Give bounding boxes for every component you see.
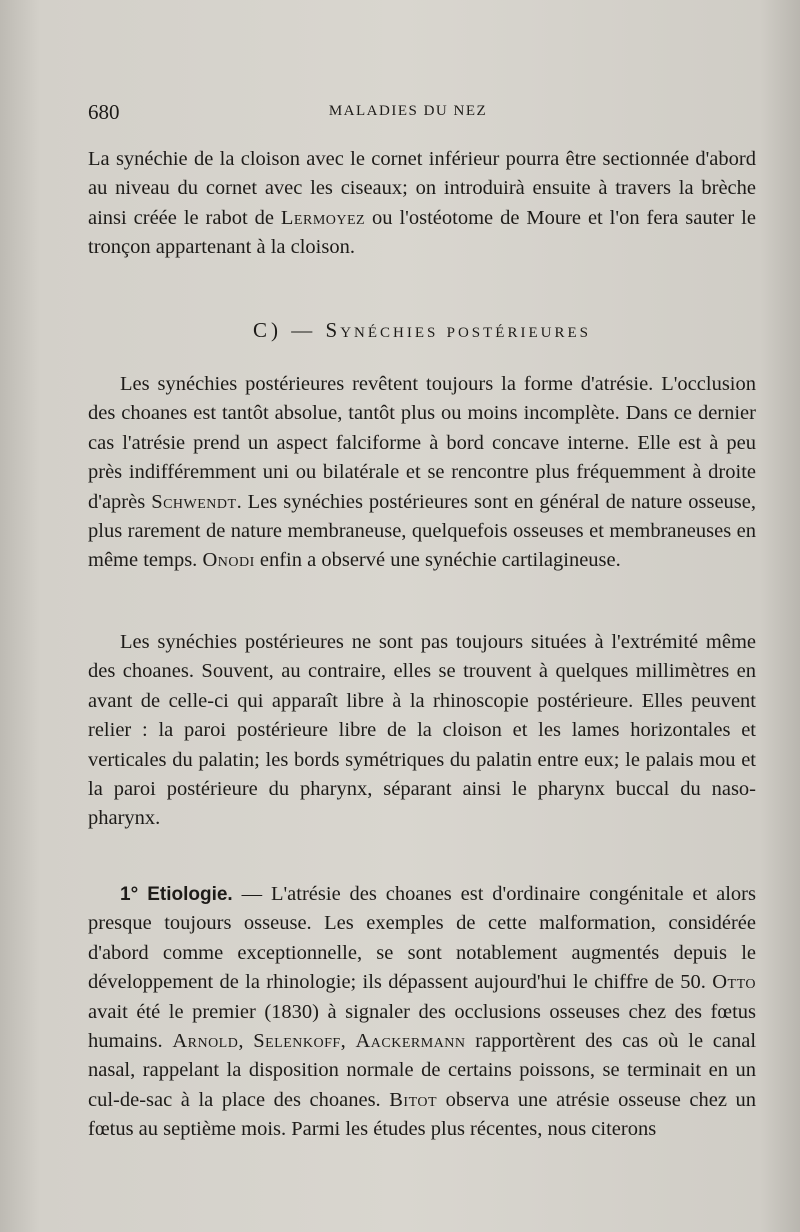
- paragraph-text: Les synéchies postérieures ne sont pas toujours situées à l'extrémité même des choanes. Souvent, au contraire, elles se trouvent à quelques millimètres en avant de celle-ci qui apparaît libre à la rhinoscopie postérieure. Elles peuvent relier : la paroi postérieure libre de la cloison et les lames horizontales et verticales du palatin; les bords symétriques du palatin entre eux; le palais mou et la paroi postérieure du pharynx, séparant ainsi le pharynx buccal du naso-pharynx.: [88, 631, 756, 830]
- separator: ,: [238, 1030, 254, 1053]
- author-name: Onodi: [202, 549, 255, 572]
- section-dash: —: [282, 318, 326, 342]
- paragraph-text: Les synéchies postérieures revêtent toujours la forme d'atrésie. L'occlusion des choanes est tantôt absolue, tantôt plus ou moins incomplète. Dans ce dernier cas l'atrésie prend un aspect falciforme à bord concave interne. Elle est à peu près indifféremment uni ou bilatérale et se rencontre plus fréquemment à droite d'après: [88, 373, 756, 513]
- paragraph-text: rapportèrent des cas où le canal nasal, rappelant la disposition normale de certains poissons, se terminait en un cul-de-sac à la place des choanes.: [88, 1030, 757, 1111]
- paragraph-text: enfin a observé une synéchie cartilagineuse.: [254, 549, 621, 572]
- paragraph-text: avait été le premier (1830) à signaler des occlusions osseuses chez des fœtus humains.: [88, 1000, 756, 1053]
- subsection-label: 1° Etiologie.: [120, 884, 233, 905]
- page-number: 680: [88, 100, 120, 124]
- author-name: Otto: [712, 971, 756, 994]
- paragraph-etiologie: [88, 880, 756, 1145]
- author-name: Aackermann: [355, 1030, 466, 1053]
- paragraph-text: observa une atrésie osseuse chez un fœtus au septième mois. Parmi les études plus récentes, nous citerons: [88, 1088, 756, 1141]
- author-name: Arnold: [172, 1030, 239, 1053]
- page-header: [88, 100, 728, 126]
- author-name: Selenkoff: [253, 1030, 341, 1053]
- separator: ,: [340, 1030, 356, 1053]
- paragraph-cloison: [88, 145, 756, 263]
- author-name: Bitot: [389, 1088, 438, 1111]
- running-title: MALADIES DU NEZ: [328, 103, 488, 119]
- author-name: Lermoyez: [280, 206, 366, 229]
- section-letter: C): [253, 318, 283, 342]
- paragraph-text: — L'atrésie des choanes est d'ordinaire congénitale et alors presque toujours osseuse. Les exemples de cette malformation, considérée d'abord comme exceptionnelle, se sont notablement augmentés depuis le développement de la rhinologie; ils dépassent aujourd'hui le chiffre de 50.: [88, 883, 756, 994]
- section-heading: [88, 318, 756, 343]
- paragraph-situation: [88, 628, 756, 834]
- paragraph-synechies: [88, 370, 756, 576]
- paragraph-text: La synéchie de la cloison avec le cornet inférieur pourra être sectionnée d'abord au niveau du cornet avec les ciseaux; on introduirà ensuite à travers la brèche ainsi créée le rabot de: [88, 148, 756, 229]
- author-name: Schwendt: [151, 490, 237, 513]
- paragraph-text: . Les synéchies postérieures sont en général de nature osseuse, plus rarement de nature membraneuse, quelquefois osseuses et membraneuses en même temps.: [88, 490, 757, 572]
- section-title: Synéchies postérieures: [325, 318, 591, 342]
- paragraph-text: ou l'ostéotome de Moure et l'on fera sauter le tronçon appartenant à la cloison.: [88, 206, 756, 259]
